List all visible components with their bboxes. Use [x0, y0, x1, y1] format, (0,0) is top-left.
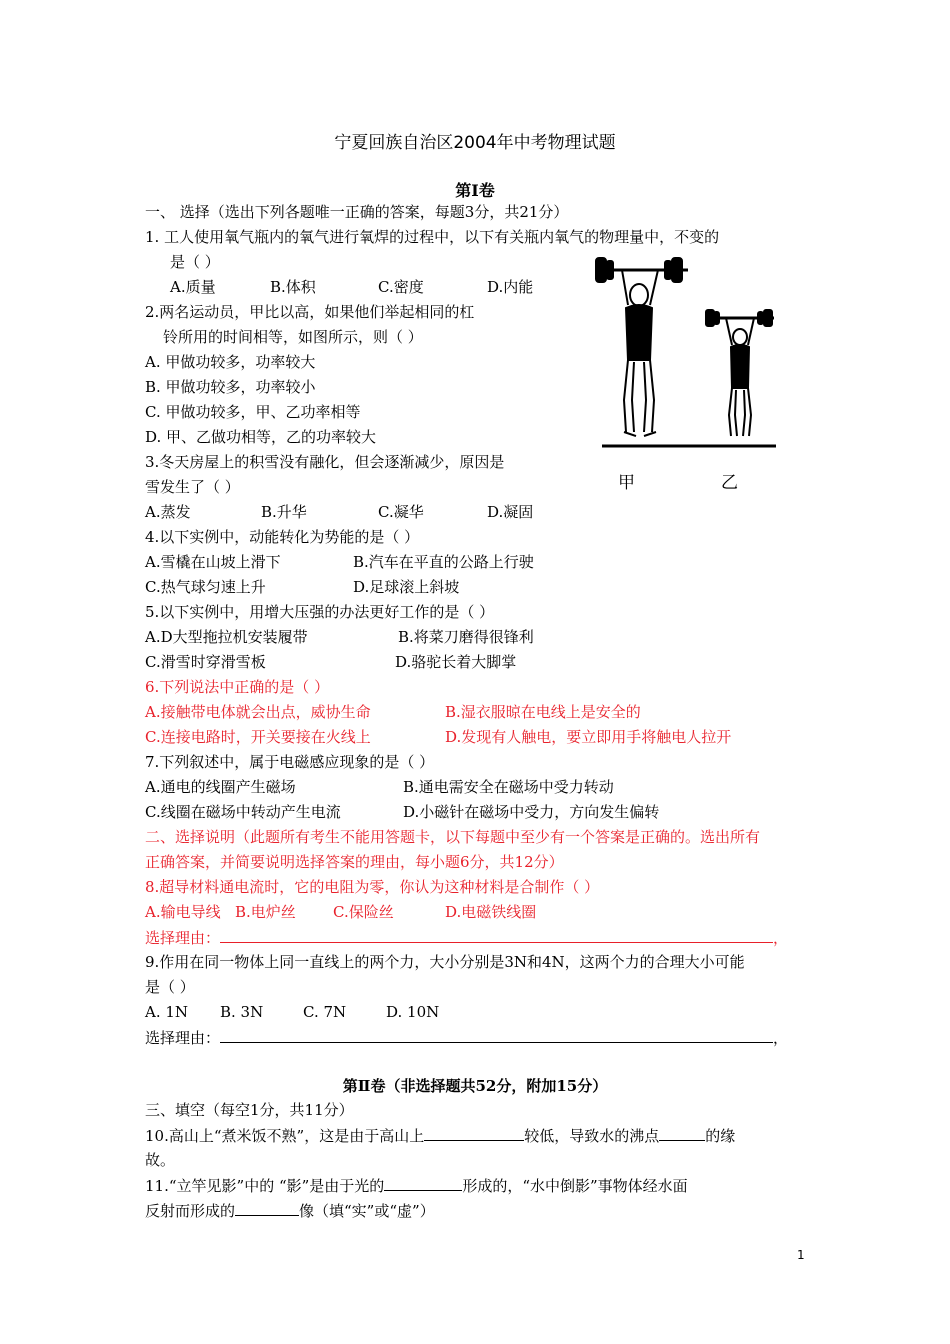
q9-reason-line	[145, 1027, 788, 1048]
q2-option-a: A. 甲做功较多，功率较大	[145, 353, 316, 371]
q8-reason-end: ，	[773, 929, 789, 947]
q1-stem-line1: 1. 工人使用氧气瓶内的氧气进行氧焊的过程中，以下有关瓶内氧气的物理量中，不变的	[145, 228, 720, 246]
q1-option-d: D.内能	[487, 278, 534, 296]
q11-text-part2: 形成的，“水中倒影”事物体经水面	[462, 1177, 688, 1195]
volume-two-heading: 第Ⅱ卷（非选择题共52分，附加15分）	[342, 1077, 608, 1095]
q5-option-d: D.骆驼长着大脚掌	[395, 653, 517, 671]
q8-option-a: A.输电导线	[145, 903, 221, 921]
q5-option-a: A.D大型拖拉机安装履带	[145, 628, 308, 646]
q8-reason-blank[interactable]	[220, 927, 773, 943]
q3-option-d: D.凝固	[487, 503, 534, 521]
q2-stem-line2: 铃所用的时间相等，如图所示，则（ ）	[163, 328, 423, 346]
q10-line1	[145, 1125, 735, 1146]
q2-option-b: B. 甲做功较多，功率较小	[145, 378, 316, 396]
q9-stem-line2: 是（ ）	[145, 978, 195, 996]
q5-stem: 5.以下实例中，用增大压强的办法更好工作的是（ ）	[145, 603, 495, 621]
figure-label-yi: 乙	[721, 473, 738, 493]
q8-reason-label: 选择理由：	[145, 929, 221, 947]
q7-stem: 7.下列叙述中，属于电磁感应现象的是（ ）	[145, 753, 435, 771]
section-one-heading: 一、 选择（选出下列各题唯一正确的答案，每题3分，共21分）	[145, 203, 569, 221]
q10-line2: 故。	[145, 1151, 176, 1169]
q9-option-a: A. 1N	[145, 1003, 189, 1021]
q3-stem-line1: 3.冬天房屋上的积雪没有融化，但会逐渐减少，原因是	[145, 453, 505, 471]
q9-reason-label: 选择理由：	[145, 1029, 221, 1047]
q3-option-c: C.凝华	[378, 503, 424, 521]
q1-option-a: A.质量	[170, 278, 216, 296]
q4-stem: 4.以下实例中，动能转化为势能的是（ ）	[145, 528, 420, 546]
q2-option-d: D. 甲、乙做功相等，乙的功率较大	[145, 428, 377, 446]
q7-option-b: B.通电需安全在磁场中受力转动	[403, 778, 614, 796]
q4-option-b: B.汽车在平直的公路上行驶	[353, 553, 534, 571]
q1-stem-line2: 是（ ）	[170, 253, 220, 271]
q6-stem: 6.下列说法中正确的是（ ）	[145, 678, 330, 696]
q8-option-b: B.电炉丝	[235, 903, 296, 921]
q5-option-b: B.将菜刀磨得很锋利	[398, 628, 534, 646]
q11-line1	[145, 1175, 688, 1196]
q8-option-c: C.保险丝	[333, 903, 394, 921]
section-two-heading-line1: 二、选择说明（此题所有考生不能用答题卡，以下每题中至少有一个答案是正确的。选出所有	[145, 828, 761, 846]
q3-option-b: B.升华	[261, 503, 307, 521]
q9-reason-blank[interactable]	[220, 1027, 773, 1043]
q11-blank-1[interactable]	[384, 1175, 462, 1191]
q11-line2	[145, 1200, 435, 1221]
q4-option-a: A.雪橇在山坡上滑下	[145, 553, 281, 571]
q8-reason-line	[145, 927, 788, 948]
q1-option-b: B.体积	[270, 278, 316, 296]
q7-option-c: C.线圈在磁场中转动产生电流	[145, 803, 341, 821]
q4-option-c: C.热气球匀速上升	[145, 578, 266, 596]
q11-text-part1: 11.“立竿见影”中的 “影”是由于光的	[145, 1177, 385, 1195]
q11-text-part3: 反射而形成的	[145, 1202, 236, 1220]
section-three-heading: 三、填空（每空1分，共11分）	[145, 1101, 354, 1119]
q4-option-d: D.足球滚上斜坡	[353, 578, 460, 596]
page-number: 1	[797, 1248, 805, 1262]
q11-text-part4: 像（填“实”或“虚”）	[299, 1202, 435, 1220]
q9-stem-line1: 9.作用在同一物体上同一直线上的两个力，大小分别是3N和4N，这两个力的合理大小可能	[145, 953, 745, 971]
volume-one-heading: 第Ⅰ卷	[455, 181, 495, 200]
figure-label-jia: 甲	[618, 473, 635, 493]
q10-text-part1: 10.高山上“煮米饭不熟”，这是由于高山上	[145, 1127, 425, 1145]
q10-blank-2[interactable]	[659, 1125, 705, 1141]
q11-blank-2[interactable]	[235, 1200, 299, 1216]
q6-option-a: A.接触带电体就会出点，威协生命	[145, 703, 371, 721]
q8-option-d: D.电磁铁线圈	[445, 903, 537, 921]
section-two-heading-line2: 正确答案，并简要说明选择答案的理由，每小题6分，共12分）	[145, 853, 564, 871]
q7-option-a: A.通电的线圈产生磁场	[145, 778, 296, 796]
q3-option-a: A.蒸发	[145, 503, 191, 521]
q8-stem: 8.超导材料通电流时，它的电阻为零，你认为这种材料是合制作（ ）	[145, 878, 600, 896]
weightlifters-figure	[590, 250, 790, 495]
q6-option-b: B.湿衣服晾在电线上是安全的	[445, 703, 641, 721]
q6-option-d: D.发现有人触电，要立即用手将触电人拉开	[445, 728, 732, 746]
q6-option-c: C.连接电路时，开关要接在火线上	[145, 728, 371, 746]
q3-stem-line2: 雪发生了（ ）	[145, 478, 240, 496]
q10-blank-1[interactable]	[424, 1125, 524, 1141]
q2-stem-line1: 2.两名运动员，甲比以高，如果他们举起相同的杠	[145, 303, 475, 321]
q2-option-c: C. 甲做功较多，甲、乙功率相等	[145, 403, 361, 421]
weightlifters-illustration	[590, 250, 790, 455]
q5-option-c: C.滑雪时穿滑雪板	[145, 653, 266, 671]
q7-option-d: D.小磁针在磁场中受力，方向发生偏转	[403, 803, 660, 821]
q9-option-b: B. 3N	[220, 1003, 264, 1021]
q9-option-d: D. 10N	[386, 1003, 440, 1021]
q10-text-part2: 较低，导致水的沸点	[524, 1127, 660, 1145]
q9-option-c: C. 7N	[303, 1003, 347, 1021]
q10-text-part3: 的缘	[705, 1127, 736, 1145]
q1-option-c: C.密度	[378, 278, 424, 296]
q9-reason-end: ，	[773, 1029, 789, 1047]
exam-title: 宁夏回族自治区2004年中考物理试题	[334, 133, 616, 153]
